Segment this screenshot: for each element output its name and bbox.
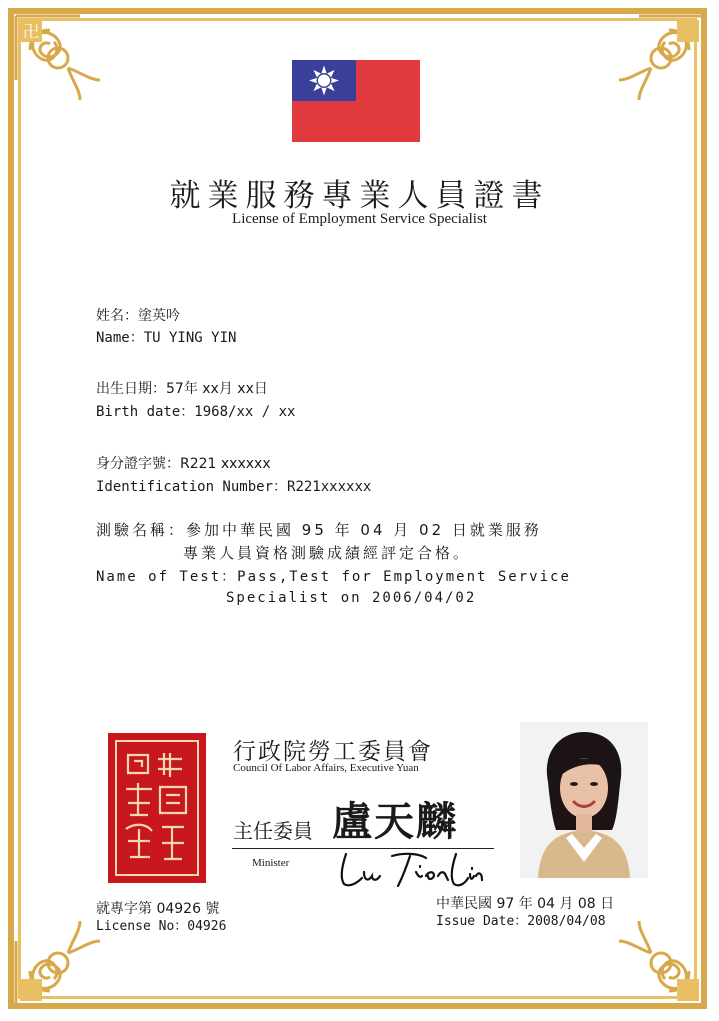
minister-title-zh: 主任委員	[233, 819, 313, 843]
id-zh-label: 身分證字號：	[96, 456, 180, 472]
license-zh: 就專字第 04926 號	[96, 901, 220, 917]
license-block	[96, 900, 226, 936]
roc-flag-icon	[292, 60, 420, 142]
id-zh-row	[96, 453, 271, 475]
signature-zh: 盧天麟	[332, 798, 458, 845]
test-zh-line1: 參加中華民國 95 年 04 月 02 日就業服務	[186, 521, 542, 539]
name-en-row	[96, 327, 236, 349]
test-en-line1: Pass,Test for Employment Service	[237, 569, 571, 585]
name-zh-row	[96, 305, 180, 327]
corner-ornament-icon	[599, 901, 709, 1011]
portrait-photo	[520, 722, 648, 878]
issue-en: Issue Date：2008/04/08	[436, 914, 606, 929]
title-english: License of Employment Service Specialist	[232, 211, 487, 227]
name-en-value: TU YING YIN	[143, 330, 237, 346]
id-en-value: R221xxxxxx	[287, 479, 372, 495]
license-en: License No：04926	[96, 919, 227, 934]
official-seal-icon	[108, 733, 206, 883]
birth-zh-value: 57年 xx月 xx日	[166, 381, 268, 397]
title-chinese: 就業服務專業人員證書	[169, 178, 550, 214]
birth-en-value: 1968/xx / xx	[194, 404, 296, 420]
birth-zh-label: 出生日期：	[96, 381, 166, 397]
issue-zh: 中華民國 97 年 04 月 08 日	[436, 896, 615, 912]
name-zh-label: 姓名：	[96, 308, 138, 324]
test-zh-line2: 專業人員資格測驗成績經評定合格。	[183, 544, 472, 562]
birth-en-label: Birth date：	[96, 404, 195, 420]
signature-en-icon	[336, 846, 486, 892]
council-en: Council Of Labor Affairs, Executive Yuan	[233, 762, 419, 774]
corner-ornament-icon	[599, 10, 709, 120]
corner-ornament-icon	[10, 10, 120, 120]
test-en-row	[96, 566, 571, 586]
council-zh: 行政院勞工委員會	[233, 739, 433, 765]
svg-text:卍: 卍	[22, 22, 40, 41]
id-en-row	[96, 476, 371, 498]
test-zh-label: 測驗名稱：	[96, 521, 187, 539]
name-zh-value: 塗英吟	[138, 308, 180, 324]
test-en-line2: Specialist on 2006/04/02	[226, 590, 477, 606]
name-en-label: Name：	[96, 330, 144, 346]
id-en-label: Identification Number：	[96, 479, 288, 495]
birth-en-row	[96, 401, 295, 423]
birth-zh-row	[96, 378, 268, 400]
test-zh-row	[96, 519, 542, 540]
minister-title-en: Minister	[252, 857, 290, 869]
test-en-label: Name of Test：	[96, 569, 238, 585]
id-zh-value: R221 xxxxxx	[180, 456, 271, 472]
issue-block	[436, 895, 614, 931]
